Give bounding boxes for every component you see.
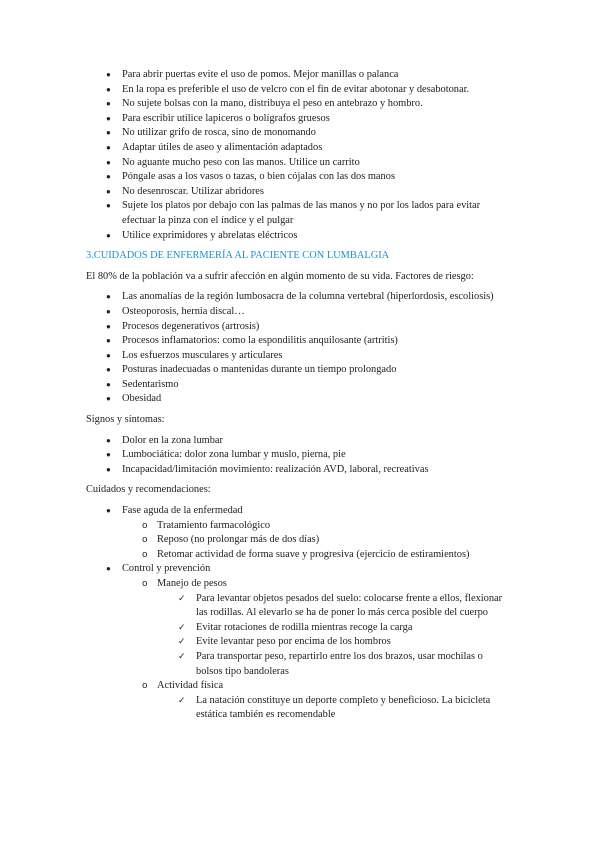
check-icon: ✓ bbox=[178, 695, 186, 706]
circle-icon: o bbox=[142, 549, 148, 560]
list-item: ● Incapacidad/limitación movimiento: realización AVD, laboral, recreativas bbox=[0, 463, 600, 478]
list-item: ● Obesidad bbox=[0, 392, 600, 407]
check-list-item: ✓ Para levantar objetos pesados del suelo: colocarse frente a ellos, flexionar las rodillas. Al elevarlo se ha de poner lo más cerca posible del cuerpo bbox=[178, 592, 503, 619]
signs-list bbox=[0, 434, 600, 478]
bullet-icon: ● bbox=[106, 84, 111, 94]
check-icon: ✓ bbox=[178, 651, 186, 662]
list-item: ● Procesos inflamatorios: como la espondilitis anquilosante (artritis) bbox=[0, 334, 600, 349]
list-item: ● Las anomalías de la región lumbosacra de la columna vertebral (hiperlordosis, escoliosis) bbox=[0, 290, 600, 305]
list-item: ● Para escribir utilice lapiceros o bolígrafos gruesos bbox=[0, 112, 600, 127]
list-item: ● Control y prevención bbox=[0, 562, 600, 577]
circle-icon: o bbox=[142, 579, 148, 589]
bullet-icon: ● bbox=[106, 99, 111, 109]
bullet-icon: ● bbox=[106, 336, 111, 346]
list-item: ● No desenroscar. Utilizar abridores bbox=[0, 185, 600, 200]
adaptation-tips-list bbox=[0, 68, 600, 243]
signs-label: Signos y síntomas: bbox=[86, 414, 165, 426]
list-item: ● No aguante mucho peso con las manos. Utilice un carrito bbox=[0, 156, 600, 171]
sub-list-item: o Actividad física bbox=[0, 679, 600, 694]
check-icon: ✓ bbox=[178, 622, 186, 633]
list-item: ● En la ropa es preferible el uso de velcro con el fin de evitar abotonar y desabotonar. bbox=[0, 83, 600, 98]
care-label: Cuidados y recomendaciones: bbox=[86, 484, 211, 496]
sub-list-item: o Manejo de pesos bbox=[0, 577, 600, 592]
sub-list-item: o Tratamiento farmacológico bbox=[0, 519, 600, 534]
bullet-icon: ● bbox=[106, 394, 111, 404]
bullet-icon: ● bbox=[106, 292, 111, 302]
risk-factors-list bbox=[0, 290, 600, 407]
sub-list-item: o Retomar actividad de forma suave y progresiva (ejercicio de estiramientos) bbox=[0, 548, 600, 563]
list-item: ● Póngale asas a los vasos o tazas, o bien cójalas con las dos manos bbox=[0, 170, 600, 185]
list-item: ● Osteoporosis, hernia discal… bbox=[0, 305, 600, 320]
bullet-icon: ● bbox=[106, 464, 111, 474]
bullet-icon: ● bbox=[106, 142, 111, 152]
section-heading: 3.CUIDADOS DE ENFERMERÍA AL PACIENTE CON LUMBALGIA bbox=[86, 250, 390, 262]
list-item: ● Los esfuerzos musculares y articulares bbox=[0, 349, 600, 364]
care-list bbox=[0, 504, 600, 723]
bullet-icon: ● bbox=[106, 157, 111, 167]
bullet-icon: ● bbox=[106, 450, 111, 460]
bullet-icon: ● bbox=[106, 564, 111, 574]
check-icon: ✓ bbox=[178, 637, 186, 648]
bullet-icon: ● bbox=[106, 365, 111, 375]
bullet-icon: ● bbox=[106, 230, 111, 240]
circle-icon: o bbox=[142, 520, 148, 531]
list-item: ● Sujete los platos por debajo con las palmas de las manos y no por los lados para evitar efectuar la pinza con el índice y el pulgar bbox=[106, 200, 481, 226]
bullet-icon: ● bbox=[106, 113, 111, 123]
sub-list-item: o Reposo (no prolongar más de dos días) bbox=[0, 533, 600, 548]
list-item: ● No utilizar grifo de rosca, sino de monomando bbox=[0, 126, 600, 141]
list-item: ● Procesos degenerativos (artrosis) bbox=[0, 320, 600, 335]
bullet-icon: ● bbox=[106, 379, 111, 389]
list-item: ● Sedentarismo bbox=[0, 378, 600, 393]
bullet-icon: ● bbox=[106, 350, 111, 360]
list-item: ● Para abrir puertas evite el uso de pomos. Mejor manillas o palanca bbox=[0, 68, 600, 83]
bullet-icon: ● bbox=[106, 70, 111, 79]
check-list-item: ✓ Para transportar peso, repartirlo entre los dos brazos, usar mochilas o bolsos tipo bandoleras bbox=[178, 650, 483, 677]
list-item: ● Utilice exprimidores y abrelatas eléctricos bbox=[0, 229, 600, 244]
check-icon: ✓ bbox=[178, 593, 186, 604]
bullet-icon: ● bbox=[106, 306, 111, 316]
list-item: ● Dolor en la zona lumbar bbox=[0, 434, 600, 449]
bullet-icon: ● bbox=[106, 172, 111, 182]
list-item: ● Posturas inadecuadas o mantenidas durante un tiempo prolongado bbox=[0, 363, 600, 378]
list-item: ● No sujete bolsas con la mano, distribuya el peso en antebrazo y hombro. bbox=[0, 97, 600, 112]
bullet-icon: ● bbox=[106, 201, 111, 211]
bullet-icon: ● bbox=[106, 435, 111, 445]
document-page bbox=[0, 68, 600, 723]
list-item: ● Adaptar útiles de aseo y alimentación adaptados bbox=[0, 141, 600, 156]
circle-icon: o bbox=[142, 681, 148, 692]
bullet-icon: ● bbox=[106, 186, 111, 196]
bullet-icon: ● bbox=[106, 506, 111, 516]
check-list-item: ✓ Evite levantar peso por encima de los hombros bbox=[0, 635, 600, 650]
circle-icon: o bbox=[142, 535, 148, 546]
check-list-item: ✓ Evitar rotaciones de rodilla mientras recoge la carga bbox=[0, 621, 600, 636]
bullet-icon: ● bbox=[106, 321, 111, 331]
bullet-icon: ● bbox=[106, 128, 111, 138]
list-item: ● Lumbociática: dolor zona lumbar y muslo, pierna, pie bbox=[0, 448, 600, 463]
list-item: ● Fase aguda de la enfermedad bbox=[0, 504, 600, 519]
intro-paragraph: El 80% de la población va a sufrir afección en algún momento de su vida. Factores de riesgo: bbox=[86, 270, 474, 282]
check-list-item: ✓ La natación constituye un deporte completo y beneficioso. La bicicleta estática también es recomendable bbox=[178, 694, 491, 721]
